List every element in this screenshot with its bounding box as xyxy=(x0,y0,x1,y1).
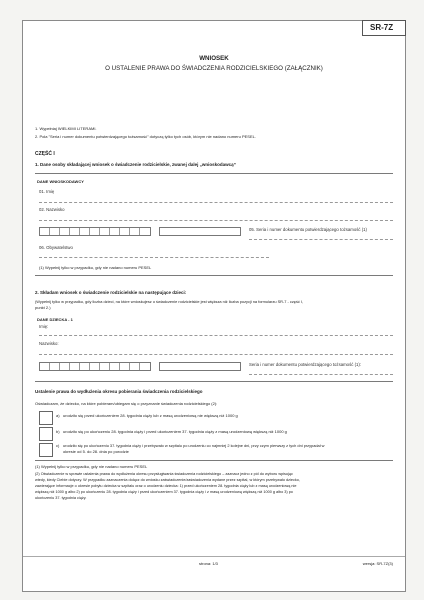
section1-heading: 1. Dane osoby składającej wniosek o świadczenie rodzicielskie, zwanej dalej „wnioskodawcą” xyxy=(35,162,236,167)
applicant-group-label: DANE WNIOSKODAWCY xyxy=(37,179,84,184)
child-doc-label: Seria i numer dokumentu potwierdzającego tożsamość (1): xyxy=(249,362,362,367)
option-c-letter: c) xyxy=(56,443,60,448)
citizenship-field[interactable] xyxy=(39,257,269,258)
option-b-checkbox[interactable] xyxy=(39,427,53,441)
divider xyxy=(35,275,393,276)
form-code: SR-7Z xyxy=(370,23,394,32)
form-sheet xyxy=(22,20,406,592)
option-c-text-line1: urodziło się po ukończeniu 37. tygodnia ciąży i przebywało w szpitalu po urodzeniu co najmniej 2 kolejne dni, przy czym pierwszy z tych dni przypadał w xyxy=(63,443,325,448)
footnote-2-line2: wtedy, kiedy Ciebie dotyczy. W przypadku zaznaczenia dołącz do wniosku zaświadczenie/zaświadczenia wydane przez szpital, w którym przebywało dziecko, xyxy=(35,478,300,482)
child-name-label: Imię: xyxy=(39,324,49,329)
instruction-1: 1. Wypełniaj WIELKIMI LITERAMI. xyxy=(35,126,97,131)
footnote-2-line5: ukończeniu 37. tygodnia ciąży. xyxy=(35,496,87,500)
label-05: 05. Seria i numer dokumentu potwierdzającego tożsamość (1) xyxy=(249,227,367,232)
section3-heading: Ustalenie prawa do wydłużenia okresu pobierania świadczenia rodzicielskiego xyxy=(35,389,203,394)
surname-field[interactable] xyxy=(39,220,393,221)
section1-footnote: (1) Wypełnij tylko w przypadku, gdy nie nadano numeru PESEL xyxy=(39,265,152,270)
label-01: 01. Imię xyxy=(39,189,55,194)
title-line2: O USTALENIE PRAWA DO ŚWIADCZENIA RODZICIELSKIEGO (ZAŁĄCZNIK) xyxy=(105,65,323,72)
title-line1: WNIOSEK xyxy=(199,55,229,62)
page-number: strona: 1/3 xyxy=(199,561,218,566)
pesel-field[interactable] xyxy=(39,227,151,236)
option-a-text: urodziło się przed ukończeniem 28. tygodnia ciąży lub z masą urodzeniową nie większą niż 1000 g xyxy=(63,413,238,418)
label-06: 06. Obywatelstwo xyxy=(39,245,73,250)
option-b-letter: b) xyxy=(56,429,60,434)
part-title: CZĘŚĆ I xyxy=(35,151,55,157)
form-code-box xyxy=(362,20,406,36)
option-a-checkbox[interactable] xyxy=(39,411,53,425)
section2-heading: 2. Składam wniosek o świadczenie rodzicielskie na następujące dzieci: xyxy=(35,290,187,295)
footnote-2-line1: (2) Oświadczenie w sprawie ustalenia prawa do wydłużenia okresu przysługiwania świadczenia rodzicielskiego – zaznacz jedno z pól do wyboru wpisując xyxy=(35,472,293,476)
child-doc-field[interactable] xyxy=(249,374,393,375)
footer-divider xyxy=(23,556,405,557)
option-a-letter: a) xyxy=(56,413,60,418)
divider xyxy=(35,173,393,174)
footnote-2-line3: zawierające informacje o okresie pobytu dziecka w szpitalu oraz o urodzeniu dziecka: 1) przed ukończeniem 28. tygodnia ciąży lub z masą urodzeniową nie xyxy=(35,484,297,488)
section2-note-line2: punkt 2.) xyxy=(35,305,51,310)
section2-note-line1: (Wypełnij tylko w przypadku, gdy liczba dzieci, na które wnioskujesz o świadczenie rodzicielskie jest większa niż liczba pozycji na formularzu SR-7 - część I, xyxy=(35,299,304,304)
form-version: wersja: SR-7Z(3) xyxy=(362,561,393,566)
option-c-text-line2: okresie od 5. do 28. dnia po porodzie xyxy=(63,449,129,454)
child-pesel-field[interactable] xyxy=(39,362,151,371)
birth-date-field[interactable] xyxy=(159,227,241,236)
footnote-1: (1) Wypełnij tylko w przypadku, gdy nie nadano numeru PESEL xyxy=(35,464,148,469)
option-b-text: urodziło się po ukończeniu 28. tygodnia ciąży i przed ukończeniem 37. tygodnia ciąży z masą urodzeniową większą niż 1000 g xyxy=(63,429,287,434)
option-c-checkbox[interactable] xyxy=(39,443,53,457)
child-dob-field[interactable] xyxy=(159,362,241,371)
child-surname-label: Nazwisko: xyxy=(39,341,59,346)
label-02: 02. Nazwisko xyxy=(39,207,65,212)
child-surname-field[interactable] xyxy=(39,354,393,355)
divider xyxy=(35,381,393,382)
footnote-2-line4: większą niż 1000 g albo 2) po ukończeniu 28. tygodnia ciąży i przed ukończeniem 37. tygodnia ciąży i z masą urodzeniową większą niż 1000 g albo 3) po xyxy=(35,490,293,494)
instruction-2: 2. Pola "Seria i numer dokumentu potwierdzającego tożsamość" dotyczą tylko tych osób, którym nie nadano numeru PESEL. xyxy=(35,134,256,139)
section3-intro: Oświadczam, że dziecko, na które pobieram/ubiegam się o przyznanie świadczenia rodzicielskiego (2): xyxy=(35,401,218,406)
child-name-field[interactable] xyxy=(39,335,393,336)
first-name-field[interactable] xyxy=(39,202,393,203)
child-group-label: DANE DZIECKA - 1 xyxy=(37,317,73,322)
divider xyxy=(35,460,393,461)
id-document-field[interactable] xyxy=(249,239,393,240)
